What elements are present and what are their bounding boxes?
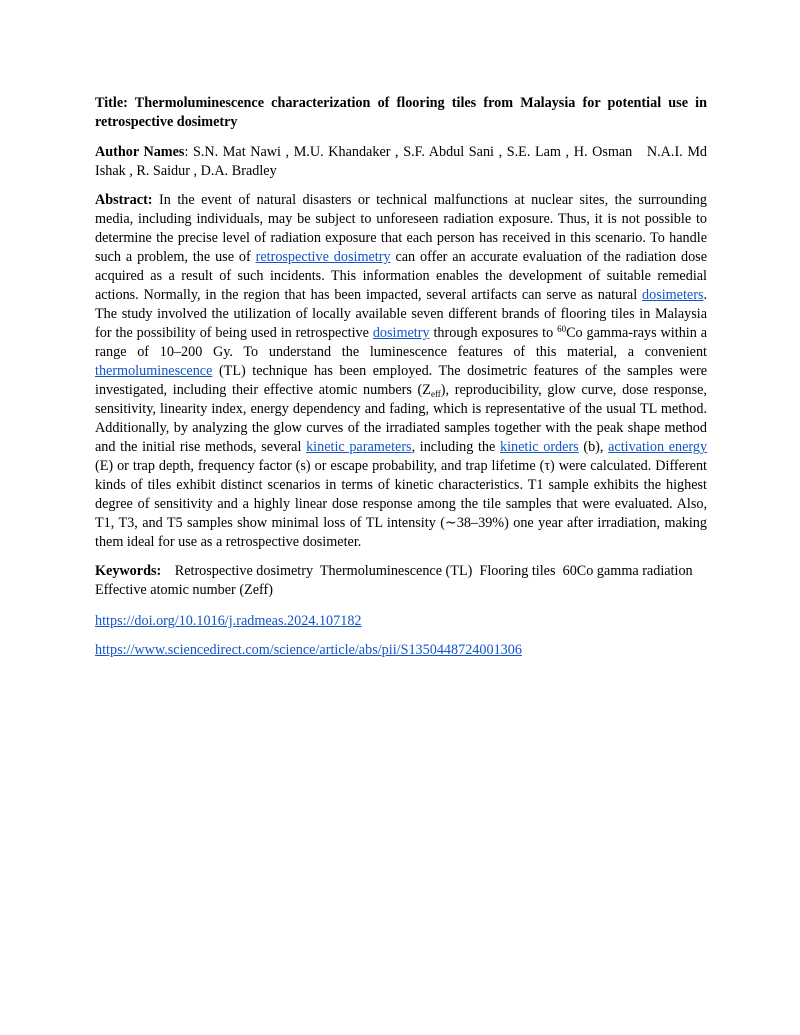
keywords-label: Keywords: xyxy=(95,563,162,579)
link-activation-energy[interactable]: activation energy xyxy=(608,439,708,455)
abstract-text: (E) or trap depth, frequency factor (s) or escape probability, and trap lifetime (τ) were calculated. Different kinds of tiles exhibit distinct scenarios in terms of kinetic characteristics. T1 sample exhibits the highest degree of sensitivity and a highly linear dose response among the tile samples that were evaluated. Also, T1, T3, and T5 samples show minimal loss of TL intensity (∼38–39%) one year after irradiation, making them ideal for use as a retrospective dosimeter. xyxy=(95,458,707,550)
isotope-superscript: 60 xyxy=(557,324,567,334)
title-label: Title: xyxy=(95,95,128,111)
abstract-text: , including the xyxy=(411,439,496,455)
link-dosimeters[interactable]: dosimeters xyxy=(642,287,704,303)
author-name: S.F. Abdul Sani , xyxy=(403,144,503,160)
abstract-text: through exposures to xyxy=(433,325,554,341)
author-list: Author Names: S.N. Mat Nawi , M.U. Khandaker , S.F. Abdul Sani , S.E. Lam , H. Osman N.A.I. Md Ishak , R. Saidur , D.A. Bradley xyxy=(95,144,708,179)
sciencedirect-link[interactable]: https://www.sciencedirect.com/science/article/abs/pii/S1350448724001306 xyxy=(95,642,522,658)
abstract-text: (b), xyxy=(583,439,604,455)
doi-line xyxy=(95,612,362,631)
abstract-text: can offer an accurate evaluation of the radiation dose acquired as a result of such incidents. This information enables the development of suitable remedial actions. Normally, in the region that has been impacted, several artifacts can serve as natural xyxy=(95,249,707,303)
link-retrospective-dosimetry[interactable]: retrospective dosimetry xyxy=(255,249,391,265)
author-name: D.A. Bradley xyxy=(200,163,277,179)
doi-link[interactable]: https://doi.org/10.1016/j.radmeas.2024.107182 xyxy=(95,613,362,629)
link-thermoluminescence[interactable]: thermoluminescence xyxy=(95,363,213,379)
abstract-text: (TL) technique has been employed. The dosimetric features of the samples were investigated, including their effective atomic numbers (Z xyxy=(95,363,707,398)
abstract-text: Co gamma-rays within a range of 10–200 Gy. To understand the luminescence features of this material, a convenient xyxy=(95,325,708,360)
title-text: Thermoluminescence characterization of flooring tiles from Malaysia for potential use in retrospective dosimetry xyxy=(95,95,707,130)
abstract-text: . The study involved the utilization of locally available seven different brands of flooring tiles in Malaysia for the possibility of being used in retrospective xyxy=(95,287,708,341)
keyword-item: Thermoluminescence (TL) xyxy=(319,563,473,579)
link-dosimetry[interactable]: dosimetry xyxy=(372,325,430,341)
author-name: M.U. Khandaker , xyxy=(293,144,399,160)
keyword-item: Retrospective dosimetry xyxy=(174,563,314,579)
link-kinetic-parameters[interactable]: kinetic parameters xyxy=(306,439,412,455)
author-name: S.N. Mat Nawi , xyxy=(192,144,290,160)
author-name: S.E. Lam , xyxy=(506,144,570,160)
link-kinetic-orders[interactable]: kinetic orders xyxy=(499,439,579,455)
abstract-paragraph xyxy=(95,191,707,552)
sciencedirect-line xyxy=(95,641,522,660)
author-name: N.A.I. Md Ishak , xyxy=(95,144,708,179)
abstract-text: In the event of natural disasters or technical malfunctions at nuclear sites, the surrounding media, including individuals, may be subject to unforeseen radiation exposure. Thus, it is not possible to determine the precise level of radiation exposure that each person has received in this scenario. To handle such a problem, the use of xyxy=(95,192,707,265)
keyword-item: Effective atomic number (Zeff) xyxy=(95,582,273,598)
abstract-text: ), reproducibility, glow curve, dose response, sensitivity, linearity index, energy dependency and fading, which is representative of the usual TL method. Additionally, by analyzing the glow curves of the irradiated samples together with the peak shape method and the initial rise methods, several xyxy=(95,382,707,455)
authors-label: Author Names xyxy=(95,144,185,160)
keyword-item: Flooring tiles xyxy=(479,563,556,579)
author-name: H. Osman xyxy=(573,144,633,160)
zeff-subscript: eff xyxy=(430,389,441,399)
keywords-section xyxy=(95,562,707,600)
paper-title xyxy=(95,94,707,132)
keyword-item: 60Co gamma radiation xyxy=(562,563,693,579)
author-name: R. Saidur , xyxy=(136,163,198,179)
abstract-label: Abstract: xyxy=(95,192,153,208)
